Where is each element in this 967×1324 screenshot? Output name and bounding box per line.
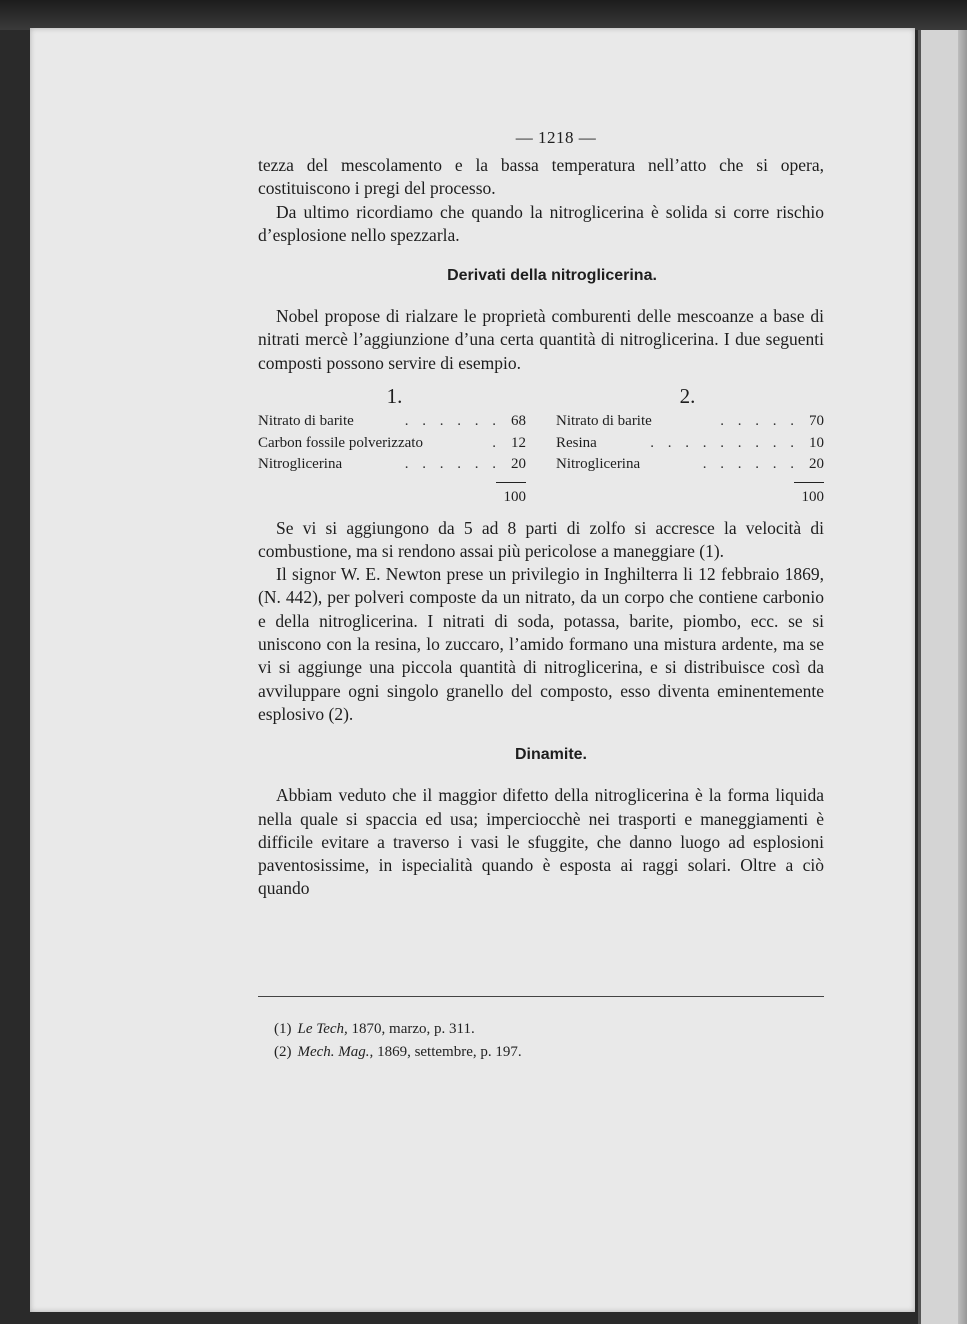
recipe-column — [258, 413, 526, 509]
paragraph: tezza del mescolamento e la bassa temperatura nell’atto che si opera, costituiscono i pregi del processo. — [258, 155, 824, 199]
footnote-source: Mech. Mag., — [297, 1044, 374, 1060]
table-row — [258, 435, 526, 457]
recipe-total: 100 — [496, 482, 526, 509]
leader-dots: . . . . . . — [404, 456, 501, 473]
table-row — [556, 435, 824, 457]
page-edge-shadow — [958, 30, 967, 1324]
ingredient-name: Carbon fossile polverizzato — [258, 434, 423, 451]
leader-dots: . . . . . . — [702, 456, 799, 473]
table-row — [258, 413, 526, 435]
ingredient-value: 20 — [809, 456, 824, 473]
recipe-total: 100 — [794, 482, 824, 509]
ingredient-value: 68 — [511, 413, 526, 430]
recipe-number: 2. — [679, 384, 696, 409]
ingredient-value: 12 — [511, 434, 526, 451]
scan-border — [0, 0, 967, 30]
ingredient-name: Nitrato di barite — [258, 413, 354, 430]
paragraph: Il signor W. E. Newton prese un privilegio in Inghilterra li 12 febbraio 1869, (N. 442), per polveri composte da un nitrato, da un corpo che contiene carbonio e della nitroglicerina. I nitrati di soda, potassa, barite, piombo, ecc. se si uniscono con la resina, lo zuccaro, l’amido formano una mistura ardente, ma se vi si aggiunge una piccola quantità di nitroglicerina, e si distribuisce così da avviluppare ogni singolo granello del composto, esso diventa eminentemente esplosivo (2). — [258, 564, 824, 724]
table-row — [556, 413, 824, 435]
footnote-divider — [258, 996, 824, 997]
body-text — [258, 517, 824, 727]
footnote-detail: 1870, marzo, p. 311. — [347, 1021, 475, 1037]
page-number: — 1218 — — [515, 128, 597, 147]
recipes-table — [258, 413, 824, 509]
paragraph: Da ultimo ricordiamo che quando la nitroglicerina è solida si corre rischio d’esplosione nello spezzarla. — [258, 201, 824, 245]
footnotes — [274, 1018, 774, 1064]
table-row — [258, 456, 526, 478]
paragraph: Abbiam veduto che il maggior difetto della nitroglicerina è la forma liquida nella quale si spaccia ed usa; imperciocchè nei trasporti e maneggiamenti è difficile evitare a traverso i vasi le sfuggite, che danno luogo ad esplosioni paventosissime, in ispecialità quando è esposta ai raggi solari. Oltre a ciò quando — [258, 785, 824, 899]
footnote — [274, 1041, 774, 1064]
recipe-column — [556, 413, 824, 509]
table-row — [556, 456, 824, 478]
paragraph: Nobel propose di rialzare le proprietà comburenti delle mescoanze a base di nitrati mercè l’aggiunzione d’una certa quantità di nitroglicerina. I due seguenti composti possono servire di esempio. — [258, 306, 824, 373]
ingredient-value: 20 — [511, 456, 526, 473]
footnote-ref: (2) — [274, 1044, 292, 1060]
leader-dots: . . . . . — [720, 413, 799, 430]
leader-dots: . . . . . . — [404, 413, 501, 430]
section-heading: Dinamite. — [514, 746, 587, 764]
ingredient-name: Nitroglicerina — [556, 456, 641, 473]
leader-dots: . . . . . . . . . — [650, 434, 799, 451]
footnote-source: Le Tech, — [297, 1021, 348, 1037]
section-heading: Derivati della nitroglicerina. — [447, 267, 657, 285]
ingredient-name: Nitroglicerina — [258, 456, 343, 473]
adjacent-page-edge — [918, 30, 967, 1324]
ingredient-value: 10 — [809, 434, 824, 451]
ingredient-name: Resina — [556, 434, 597, 451]
recipe-number: 1. — [386, 384, 403, 409]
ingredient-value: 70 — [809, 413, 824, 430]
recipe-numbers — [258, 375, 824, 409]
leader-dots: . — [492, 434, 501, 451]
page-text — [258, 128, 824, 901]
footnote-detail: 1869, settembre, p. 197. — [373, 1044, 522, 1060]
footnote — [274, 1018, 774, 1041]
paragraph: Se vi si aggiungono da 5 ad 8 parti di zolfo si accresce la velocità di combustione, ma si rendono assai più pericolose a maneggiare (1). — [258, 517, 824, 561]
ingredient-name: Nitrato di barite — [556, 413, 652, 430]
footnote-ref: (1) — [274, 1021, 292, 1037]
